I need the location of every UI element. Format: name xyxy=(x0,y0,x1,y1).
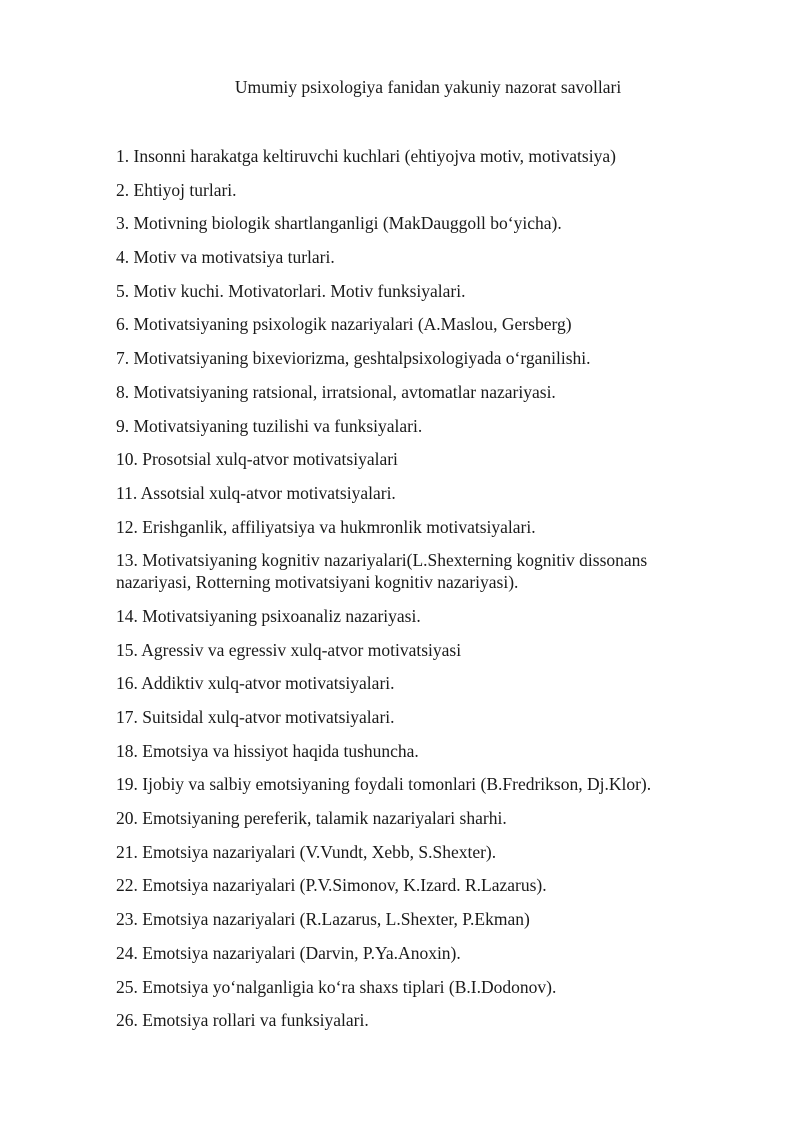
question-item-12: 12. Erishganlik, affiliyatsiya va hukmronlik motivatsiyalari. xyxy=(116,516,536,537)
question-item-25: 25. Emotsiya yo‘nalganligia ko‘ra shaxs tiplari (B.I.Dodonov). xyxy=(116,976,557,997)
question-item-10: 10. Prosotsial xulq-atvor motivatsiyalari xyxy=(116,449,398,470)
question-item-20: 20. Emotsiyaning pereferik, talamik nazariyalari sharhi. xyxy=(116,808,507,829)
question-item-23: 23. Emotsiya nazariyalari (R.Lazarus, L.Shexter, P.Ekman) xyxy=(116,909,530,930)
question-item-18: 18. Emotsiya va hissiyot haqida tushuncha. xyxy=(116,740,419,761)
question-item-7: 7. Motivatsiyaning bixeviorizma, geshtalpsixologiyada o‘rganilishi. xyxy=(116,348,591,369)
question-item-21: 21. Emotsiya nazariyalari (V.Vundt, Xebb, S.Shexter). xyxy=(116,841,497,862)
question-item-19: 19. Ijobiy va salbiy emotsiyaning foydali tomonlari (B.Fredrikson, Dj.Klor). xyxy=(116,774,652,795)
question-item-9: 9. Motivatsiyaning tuzilishi va funksiyalari. xyxy=(116,415,423,436)
question-item-3: 3. Motivning biologik shartlanganligi (MakDauggoll bo‘yicha). xyxy=(116,213,562,234)
question-item-16: 16. Addiktiv xulq-atvor motivatsiyalari. xyxy=(116,673,395,694)
question-item-1: 1. Insonni harakatga keltiruvchi kuchlari (ehtiyojva motiv, motivatsiya) xyxy=(116,146,616,166)
question-item-14: 14. Motivatsiyaning psixoanaliz nazariyasi. xyxy=(116,605,421,626)
question-item-4: 4. Motiv va motivatsiya turlari. xyxy=(116,247,335,268)
question-item-15: 15. Agressiv va egressiv xulq-atvor motivatsiyasi xyxy=(116,639,462,660)
question-item-17: 17. Suitsidal xulq-atvor motivatsiyalari. xyxy=(116,707,395,727)
question-item-13: 13. Motivatsiyaning kognitiv nazariyalari(L.Shexterning kognitiv dissonans nazariyasi, Rotterning motivatsiyani kognitiv nazariyasi). xyxy=(116,550,648,593)
question-item-24: 24. Emotsiya nazariyalari (Darvin, P.Ya.Anoxin). xyxy=(116,942,461,963)
question-item-2: 2. Ehtiyoj turlari. xyxy=(116,179,237,200)
question-item-5: 5. Motiv kuchi. Motivatorlari. Motiv funksiyalari. xyxy=(116,280,466,301)
question-item-26: 26. Emotsiya rollari va funksiyalari. xyxy=(116,1010,369,1031)
document-title: Umumiy psixologiya fanidan yakuniy nazorat savollari xyxy=(234,77,622,97)
question-item-22: 22. Emotsiya nazariyalari (P.V.Simonov, K.Izard. R.Lazarus). xyxy=(116,875,547,896)
question-item-8: 8. Motivatsiyaning ratsional, irratsional, avtomatlar nazariyasi. xyxy=(116,381,556,402)
question-item-6: 6. Motivatsiyaning psixologik nazariyalari (A.Maslou, Gersberg) xyxy=(116,314,572,335)
question-item-11: 11. Assotsial xulq-atvor motivatsiyalari. xyxy=(116,482,396,503)
question-list xyxy=(116,145,716,1043)
